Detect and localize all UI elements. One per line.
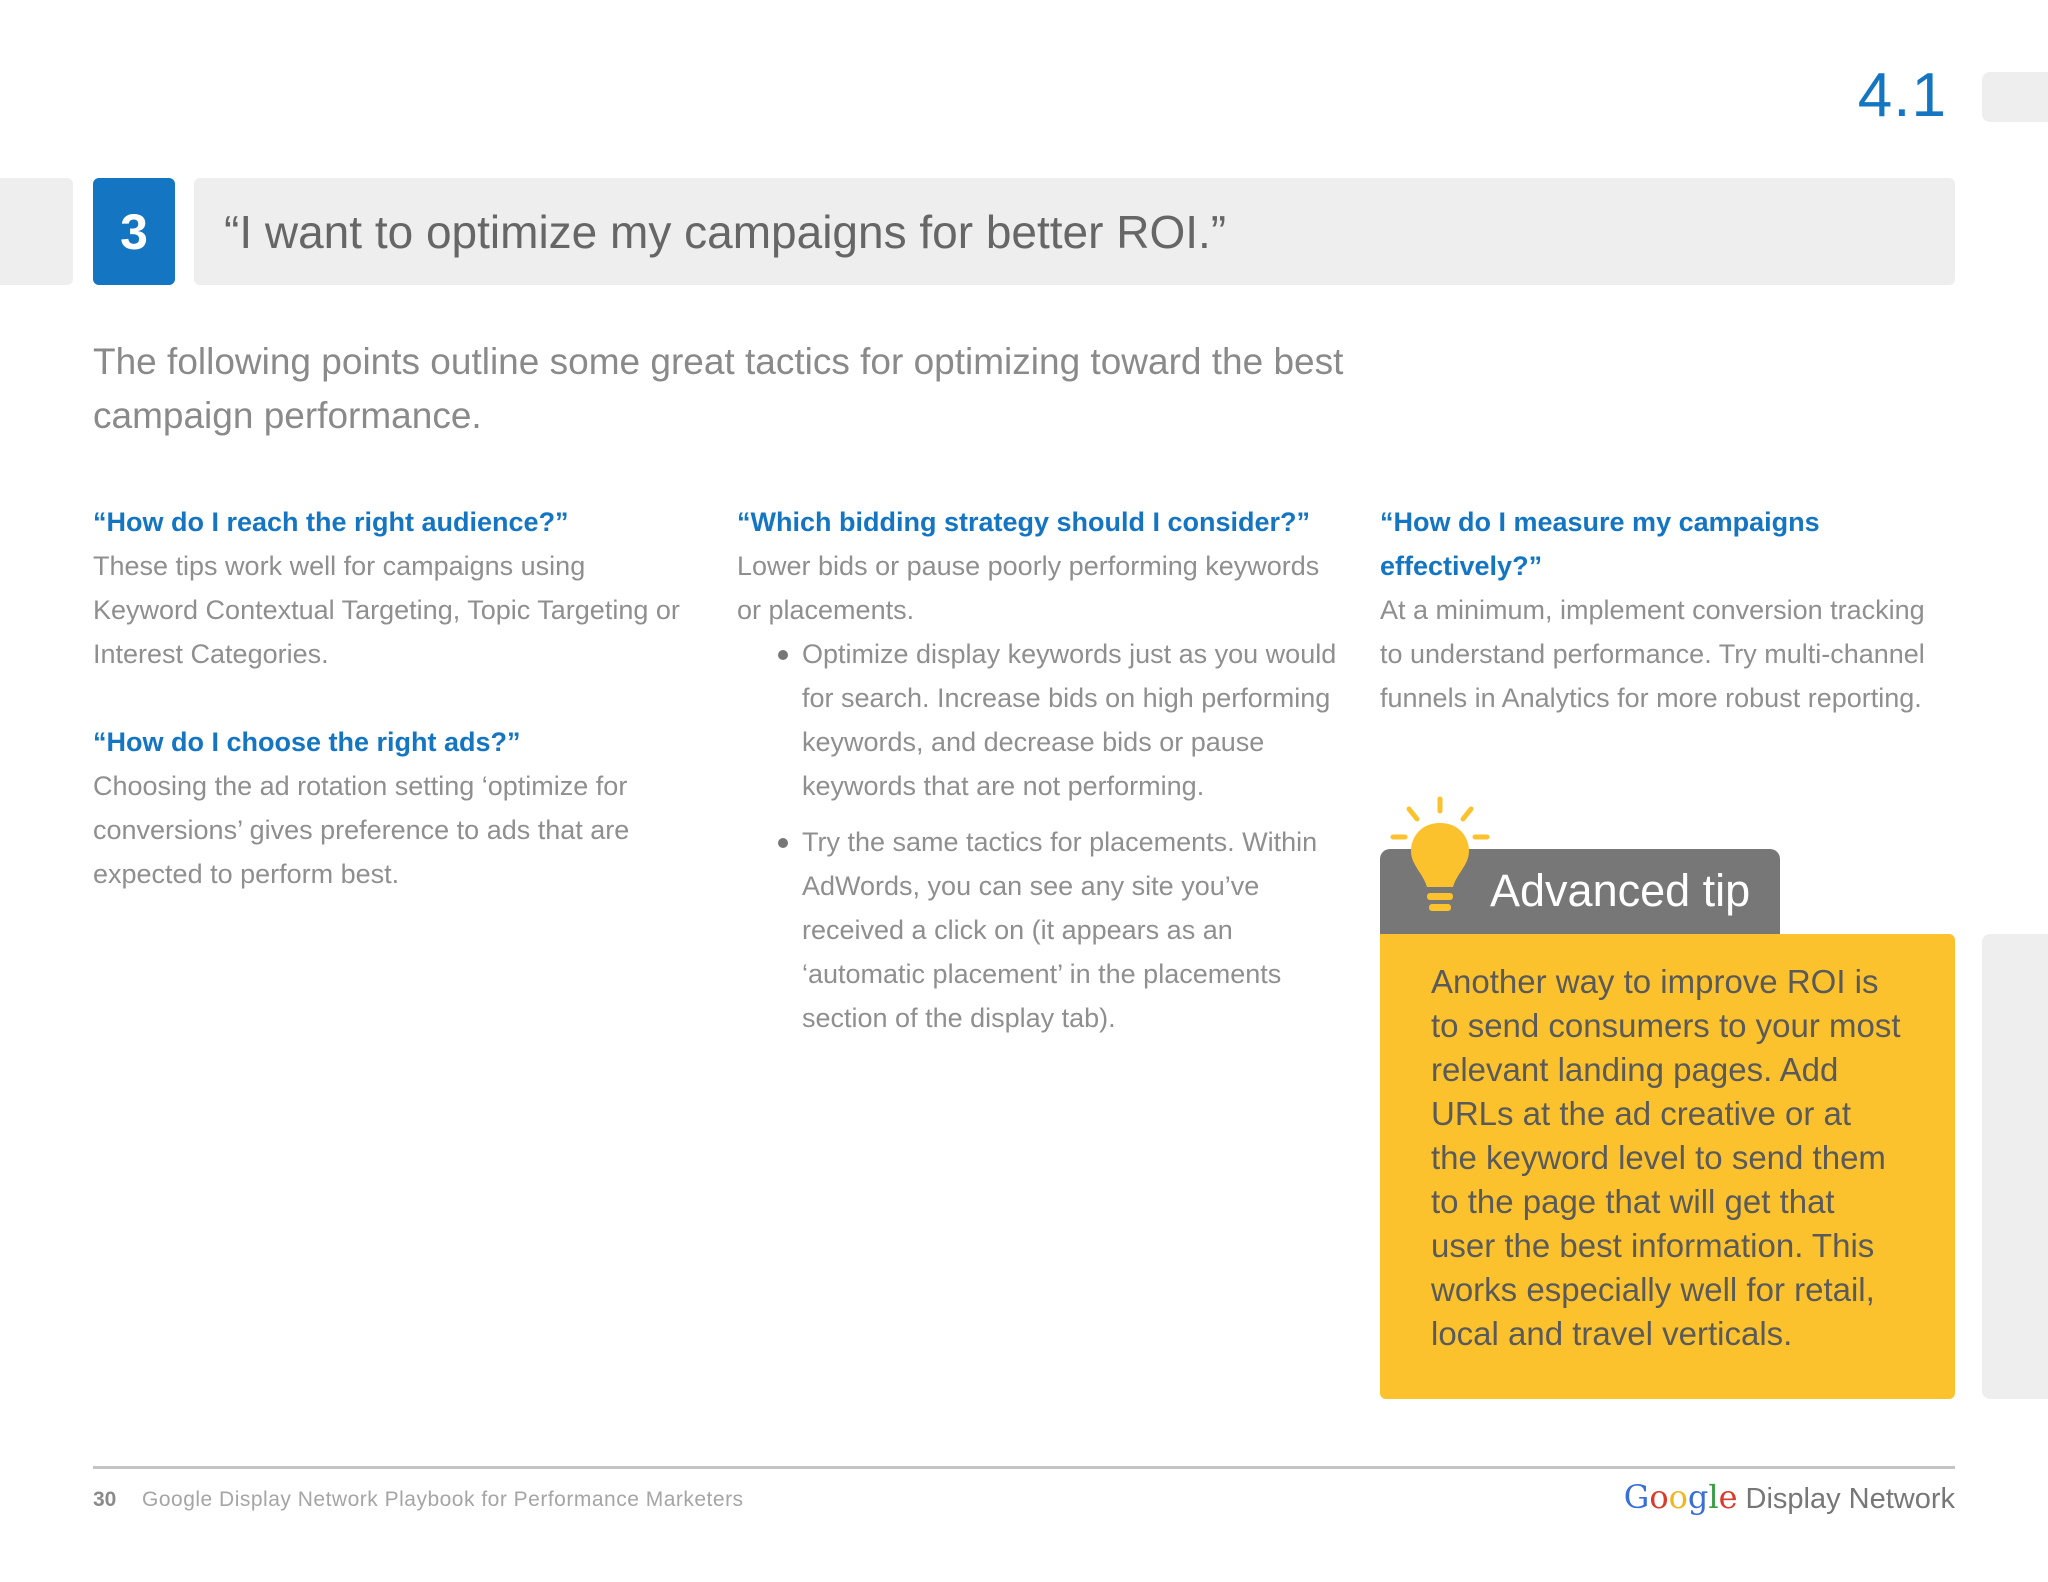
page-number: 30 xyxy=(93,1488,117,1511)
google-wordmark-letter: l xyxy=(1708,1478,1719,1516)
google-wordmark-letter: o xyxy=(1649,1478,1669,1516)
header-number-badge xyxy=(93,178,175,285)
header-bar xyxy=(194,178,1955,285)
question-bidding: “Which bidding strategy should I consider?” xyxy=(737,507,1311,537)
column-measure xyxy=(1380,500,1940,720)
answer-measure: At a minimum, implement conversion tracking to understand performance. Try multi-channel funnels in Analytics for more robust reporting. xyxy=(1380,595,1925,713)
bidding-bullet xyxy=(802,632,1337,808)
answer-audience: These tips work well for campaigns using Keyword Contextual Targeting, Topic Targeting or Interest Categories. xyxy=(93,551,680,669)
bullet-dot-icon xyxy=(778,650,788,660)
section-number: 4.1 xyxy=(1857,61,1947,130)
header-left-tab xyxy=(0,178,73,285)
bullet-dot-icon xyxy=(778,838,788,848)
google-wordmark-letter: G xyxy=(1623,1478,1650,1516)
advanced-tip-text: Another way to improve ROI is to send consumers to your most relevant landing pages. Add URLs at the ad creative or at the keyword level to send them to the page that will get that user the best information. This works especially well for retail, local and travel verticals. xyxy=(1431,963,1901,1352)
page-title: “I want to optimize my campaigns for better ROI.” xyxy=(224,205,1227,258)
side-tab-middle xyxy=(1982,934,2048,1399)
bidding-bullet xyxy=(802,820,1337,1040)
header-number: 3 xyxy=(120,203,148,260)
advanced-tip-title: Advanced tip xyxy=(1490,865,1751,916)
bidding-bullet-list xyxy=(737,632,1337,1040)
bidding-bullet-text: Try the same tactics for placements. Within AdWords, you can see any site you’ve received a click on (it appears as an ‘automatic placement’ in the placements section of the display tab). xyxy=(802,827,1318,1033)
bidding-bullet-text: Optimize display keywords just as you would for search. Increase bids on high performing keywords, and decrease bids or pause keywords that are not performing. xyxy=(802,639,1337,801)
answer-bidding: Lower bids or pause poorly performing keywords or placements. xyxy=(737,551,1320,625)
google-wordmark xyxy=(1624,1478,1738,1516)
question-ads: “How do I choose the right ads?” xyxy=(93,727,521,757)
question-measure: “How do I measure my campaigns effectively?” xyxy=(1380,507,1820,581)
google-display-network-logo xyxy=(1624,1478,1955,1516)
question-audience: “How do I reach the right audience?” xyxy=(93,507,569,537)
lightbulb-icon xyxy=(1385,795,1495,925)
footer-divider xyxy=(93,1466,1955,1469)
answer-ads: Choosing the ad rotation setting ‘optimize for conversions’ gives preference to ads that are expected to perform best. xyxy=(93,771,630,889)
column-bidding xyxy=(737,500,1337,1052)
side-tab-top xyxy=(1982,72,2048,122)
intro-paragraph: The following points outline some great tactics for optimizing toward the best campaign performance. xyxy=(93,341,1344,436)
footer-title: Google Display Network Playbook for Performance Marketers xyxy=(142,1488,744,1511)
google-wordmark-letter: e xyxy=(1718,1478,1738,1516)
google-wordmark-letter: o xyxy=(1668,1478,1688,1516)
brand-product-name: Display Network xyxy=(1745,1483,1955,1515)
google-wordmark-letter: g xyxy=(1687,1478,1709,1516)
advanced-tip-box xyxy=(1380,934,1955,1399)
column-audience-ads xyxy=(93,500,693,896)
